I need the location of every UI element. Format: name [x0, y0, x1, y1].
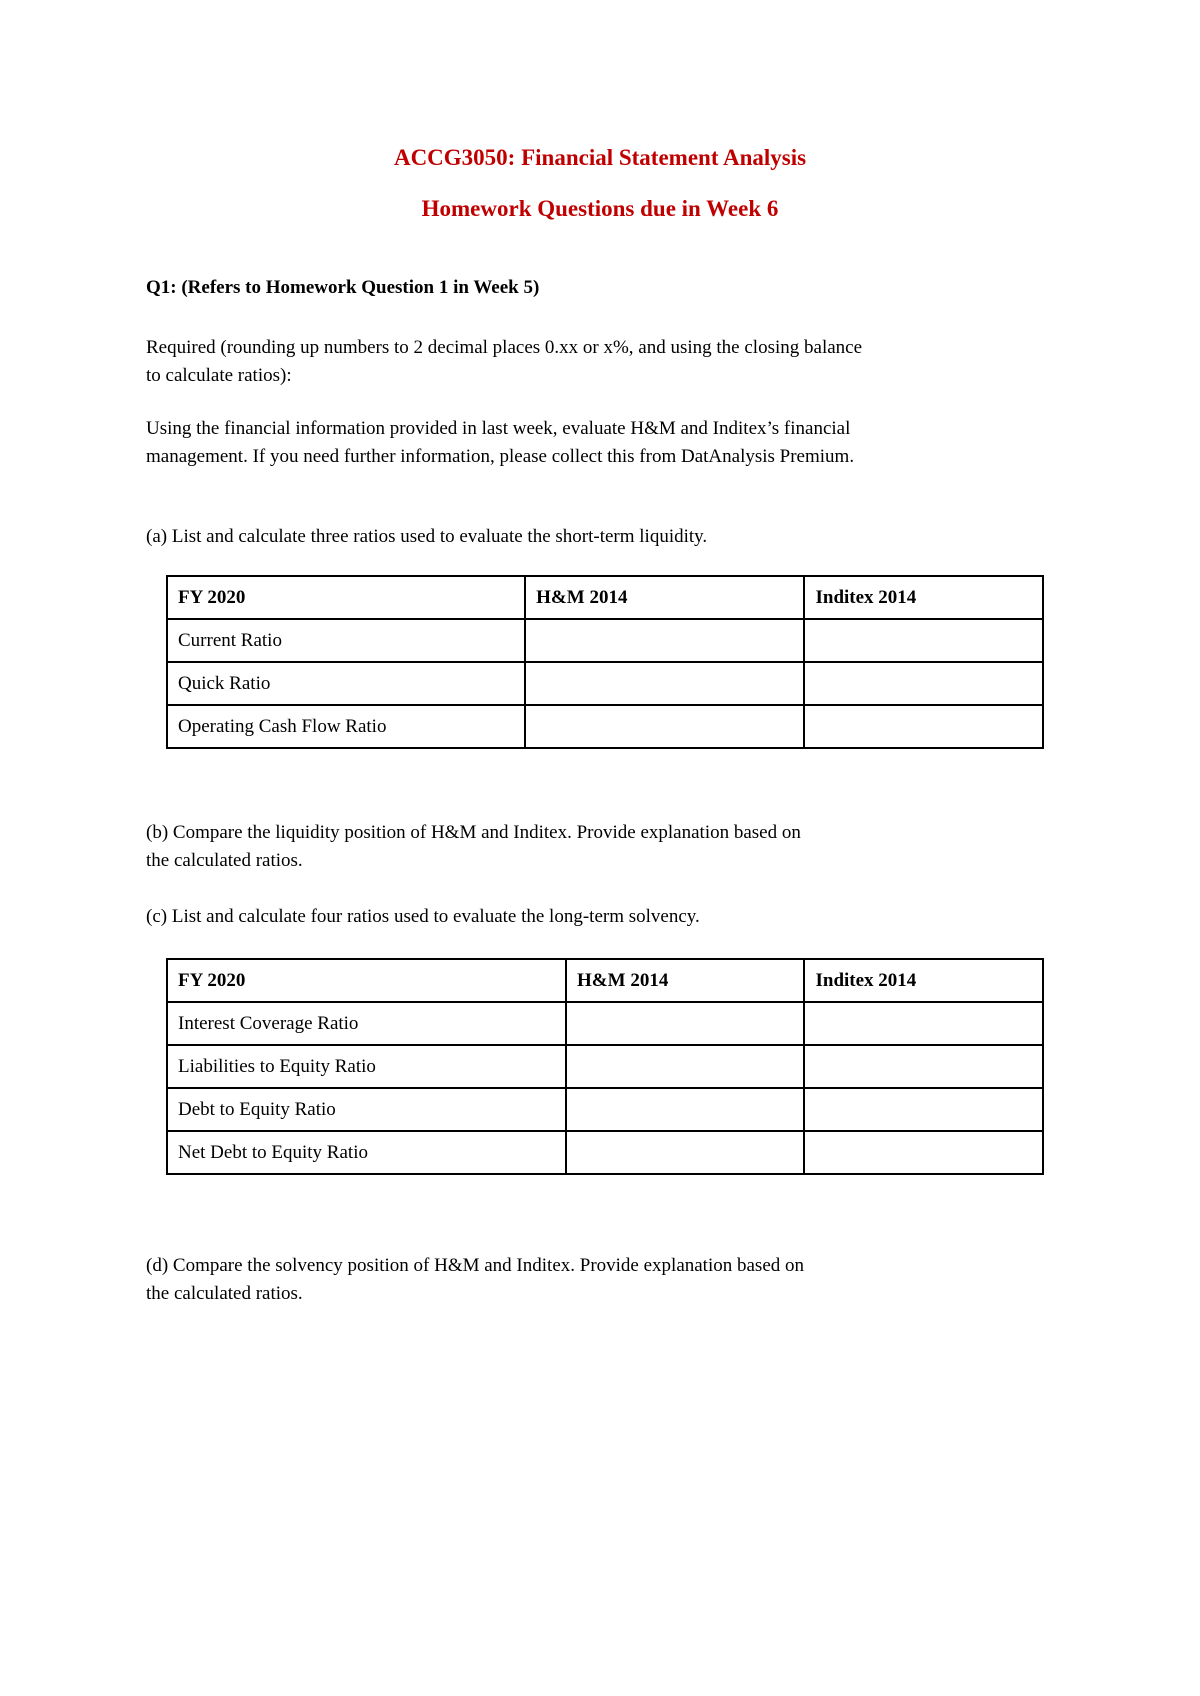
using-instructions	[146, 415, 1076, 471]
row-label: Interest Coverage Ratio	[167, 1002, 566, 1045]
row-label: Net Debt to Equity Ratio	[167, 1131, 566, 1174]
part-b-line-1: (b) Compare the liquidity position of H&M and Inditex. Provide explanation based on	[146, 822, 801, 843]
header-hm: H&M 2014	[566, 959, 804, 1002]
row-label: Debt to Equity Ratio	[167, 1088, 566, 1131]
inditex-value-cell[interactable]	[804, 705, 1043, 748]
part-d-text	[146, 1252, 1076, 1308]
part-b-line-2: the calculated ratios.	[146, 850, 303, 871]
hm-value-cell[interactable]	[566, 1045, 804, 1088]
table-row	[167, 1002, 1043, 1045]
row-label: Current Ratio	[167, 619, 525, 662]
header-fy: FY 2020	[167, 959, 566, 1002]
hm-value-cell[interactable]	[566, 1088, 804, 1131]
hm-value-cell[interactable]	[525, 619, 804, 662]
inditex-value-cell[interactable]	[804, 1045, 1043, 1088]
part-b-text	[146, 819, 1076, 875]
required-line-2: to calculate ratios):	[146, 365, 292, 386]
inditex-value-cell[interactable]	[804, 619, 1043, 662]
header-inditex: Inditex 2014	[804, 576, 1043, 619]
table-row	[167, 1088, 1043, 1131]
inditex-value-cell[interactable]	[804, 1088, 1043, 1131]
header-fy: FY 2020	[167, 576, 525, 619]
inditex-value-cell[interactable]	[804, 1002, 1043, 1045]
inditex-value-cell[interactable]	[804, 662, 1043, 705]
table-row	[167, 705, 1043, 748]
question-heading: Q1: (Refers to Homework Question 1 in Week 5)	[146, 277, 540, 298]
part-d-line-2: the calculated ratios.	[146, 1283, 303, 1304]
course-title: ACCG3050: Financial Statement Analysis	[393, 145, 807, 170]
row-label: Liabilities to Equity Ratio	[167, 1045, 566, 1088]
table-row	[167, 1045, 1043, 1088]
table-header-row	[167, 959, 1043, 1002]
using-line-2: management. If you need further information, please collect this from DatAnalysis Premium.	[146, 446, 855, 467]
required-line-1: Required (rounding up numbers to 2 decimal places 0.xx or x%, and using the closing balance	[146, 337, 863, 358]
hm-value-cell[interactable]	[566, 1131, 804, 1174]
hm-value-cell[interactable]	[566, 1002, 804, 1045]
required-instructions	[146, 334, 1076, 390]
hm-value-cell[interactable]	[525, 705, 804, 748]
table-header-row	[167, 576, 1043, 619]
solvency-ratio-table	[166, 958, 1044, 1175]
table-row	[167, 662, 1043, 705]
part-c-text: (c) List and calculate four ratios used to evaluate the long-term solvency.	[146, 906, 700, 927]
inditex-value-cell[interactable]	[804, 1131, 1043, 1174]
header-hm: H&M 2014	[525, 576, 804, 619]
row-label: Operating Cash Flow Ratio	[167, 705, 525, 748]
part-a-text: (a) List and calculate three ratios used to evaluate the short-term liquidity.	[146, 526, 708, 547]
table-row	[167, 1131, 1043, 1174]
homework-title: Homework Questions due in Week 6	[421, 196, 779, 221]
hm-value-cell[interactable]	[525, 662, 804, 705]
row-label: Quick Ratio	[167, 662, 525, 705]
using-line-1: Using the financial information provided in last week, evaluate H&M and Inditex’s financial	[146, 418, 851, 439]
table-row	[167, 619, 1043, 662]
part-d-line-1: (d) Compare the solvency position of H&M and Inditex. Provide explanation based on	[146, 1255, 805, 1276]
liquidity-ratio-table	[166, 575, 1044, 749]
header-inditex: Inditex 2014	[804, 959, 1043, 1002]
